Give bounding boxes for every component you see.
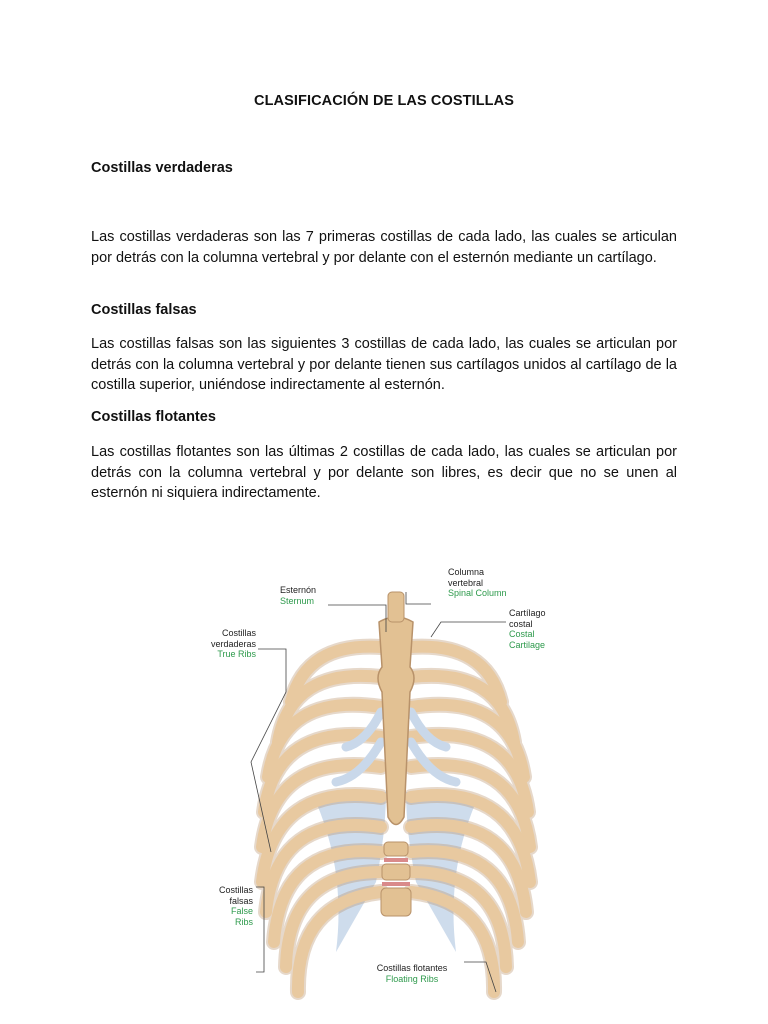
paragraph-costillas-verdaderas: Las costillas verdaderas son las 7 primeras costillas de cada lado, las cuales se articulan por detrás con la columna vertebral y por delante con el esternón mediante un cartílago. xyxy=(91,229,677,266)
label-true-ribs: Costillas verdaderas True Ribs xyxy=(210,628,256,659)
heading-costillas-verdaderas: Costillas verdaderas xyxy=(91,160,233,176)
label-floating-ribs: Costillas flotantes Floating Ribs xyxy=(376,963,448,984)
label-spinal-column: Columna vertebral Spinal Column xyxy=(448,567,507,598)
heading-costillas-flotantes: Costillas flotantes xyxy=(91,409,216,425)
label-false-ribs: Costillas falsas False Ribs xyxy=(218,885,253,927)
document-title: CLASIFICACIÓN DE LAS COSTILLAS xyxy=(254,93,514,109)
rib-cage-figure xyxy=(196,552,596,1020)
paragraph-costillas-flotantes: Las costillas flotantes son las últimas 2 costillas de cada lado, las cuales se articulan por detrás con la columna vertebral y por delante son libres, es decir que no se unen al esternón ni siquiera indirectamente. xyxy=(91,444,677,501)
heading-costillas-falsas: Costillas falsas xyxy=(91,302,197,318)
paragraph-costillas-falsas: Las costillas falsas son las siguientes 3 costillas de cada lado, las cuales se articulan por detrás con la columna vertebral y por delante tienen sus cartílagos unidos al cartílago de la costilla superior, uniéndose indirectamente al esternón. xyxy=(91,336,677,393)
label-sternum: Esternón Sternum xyxy=(280,585,317,606)
label-costal-cartilage: Cartílago costal Costal Cartilage xyxy=(509,608,546,650)
